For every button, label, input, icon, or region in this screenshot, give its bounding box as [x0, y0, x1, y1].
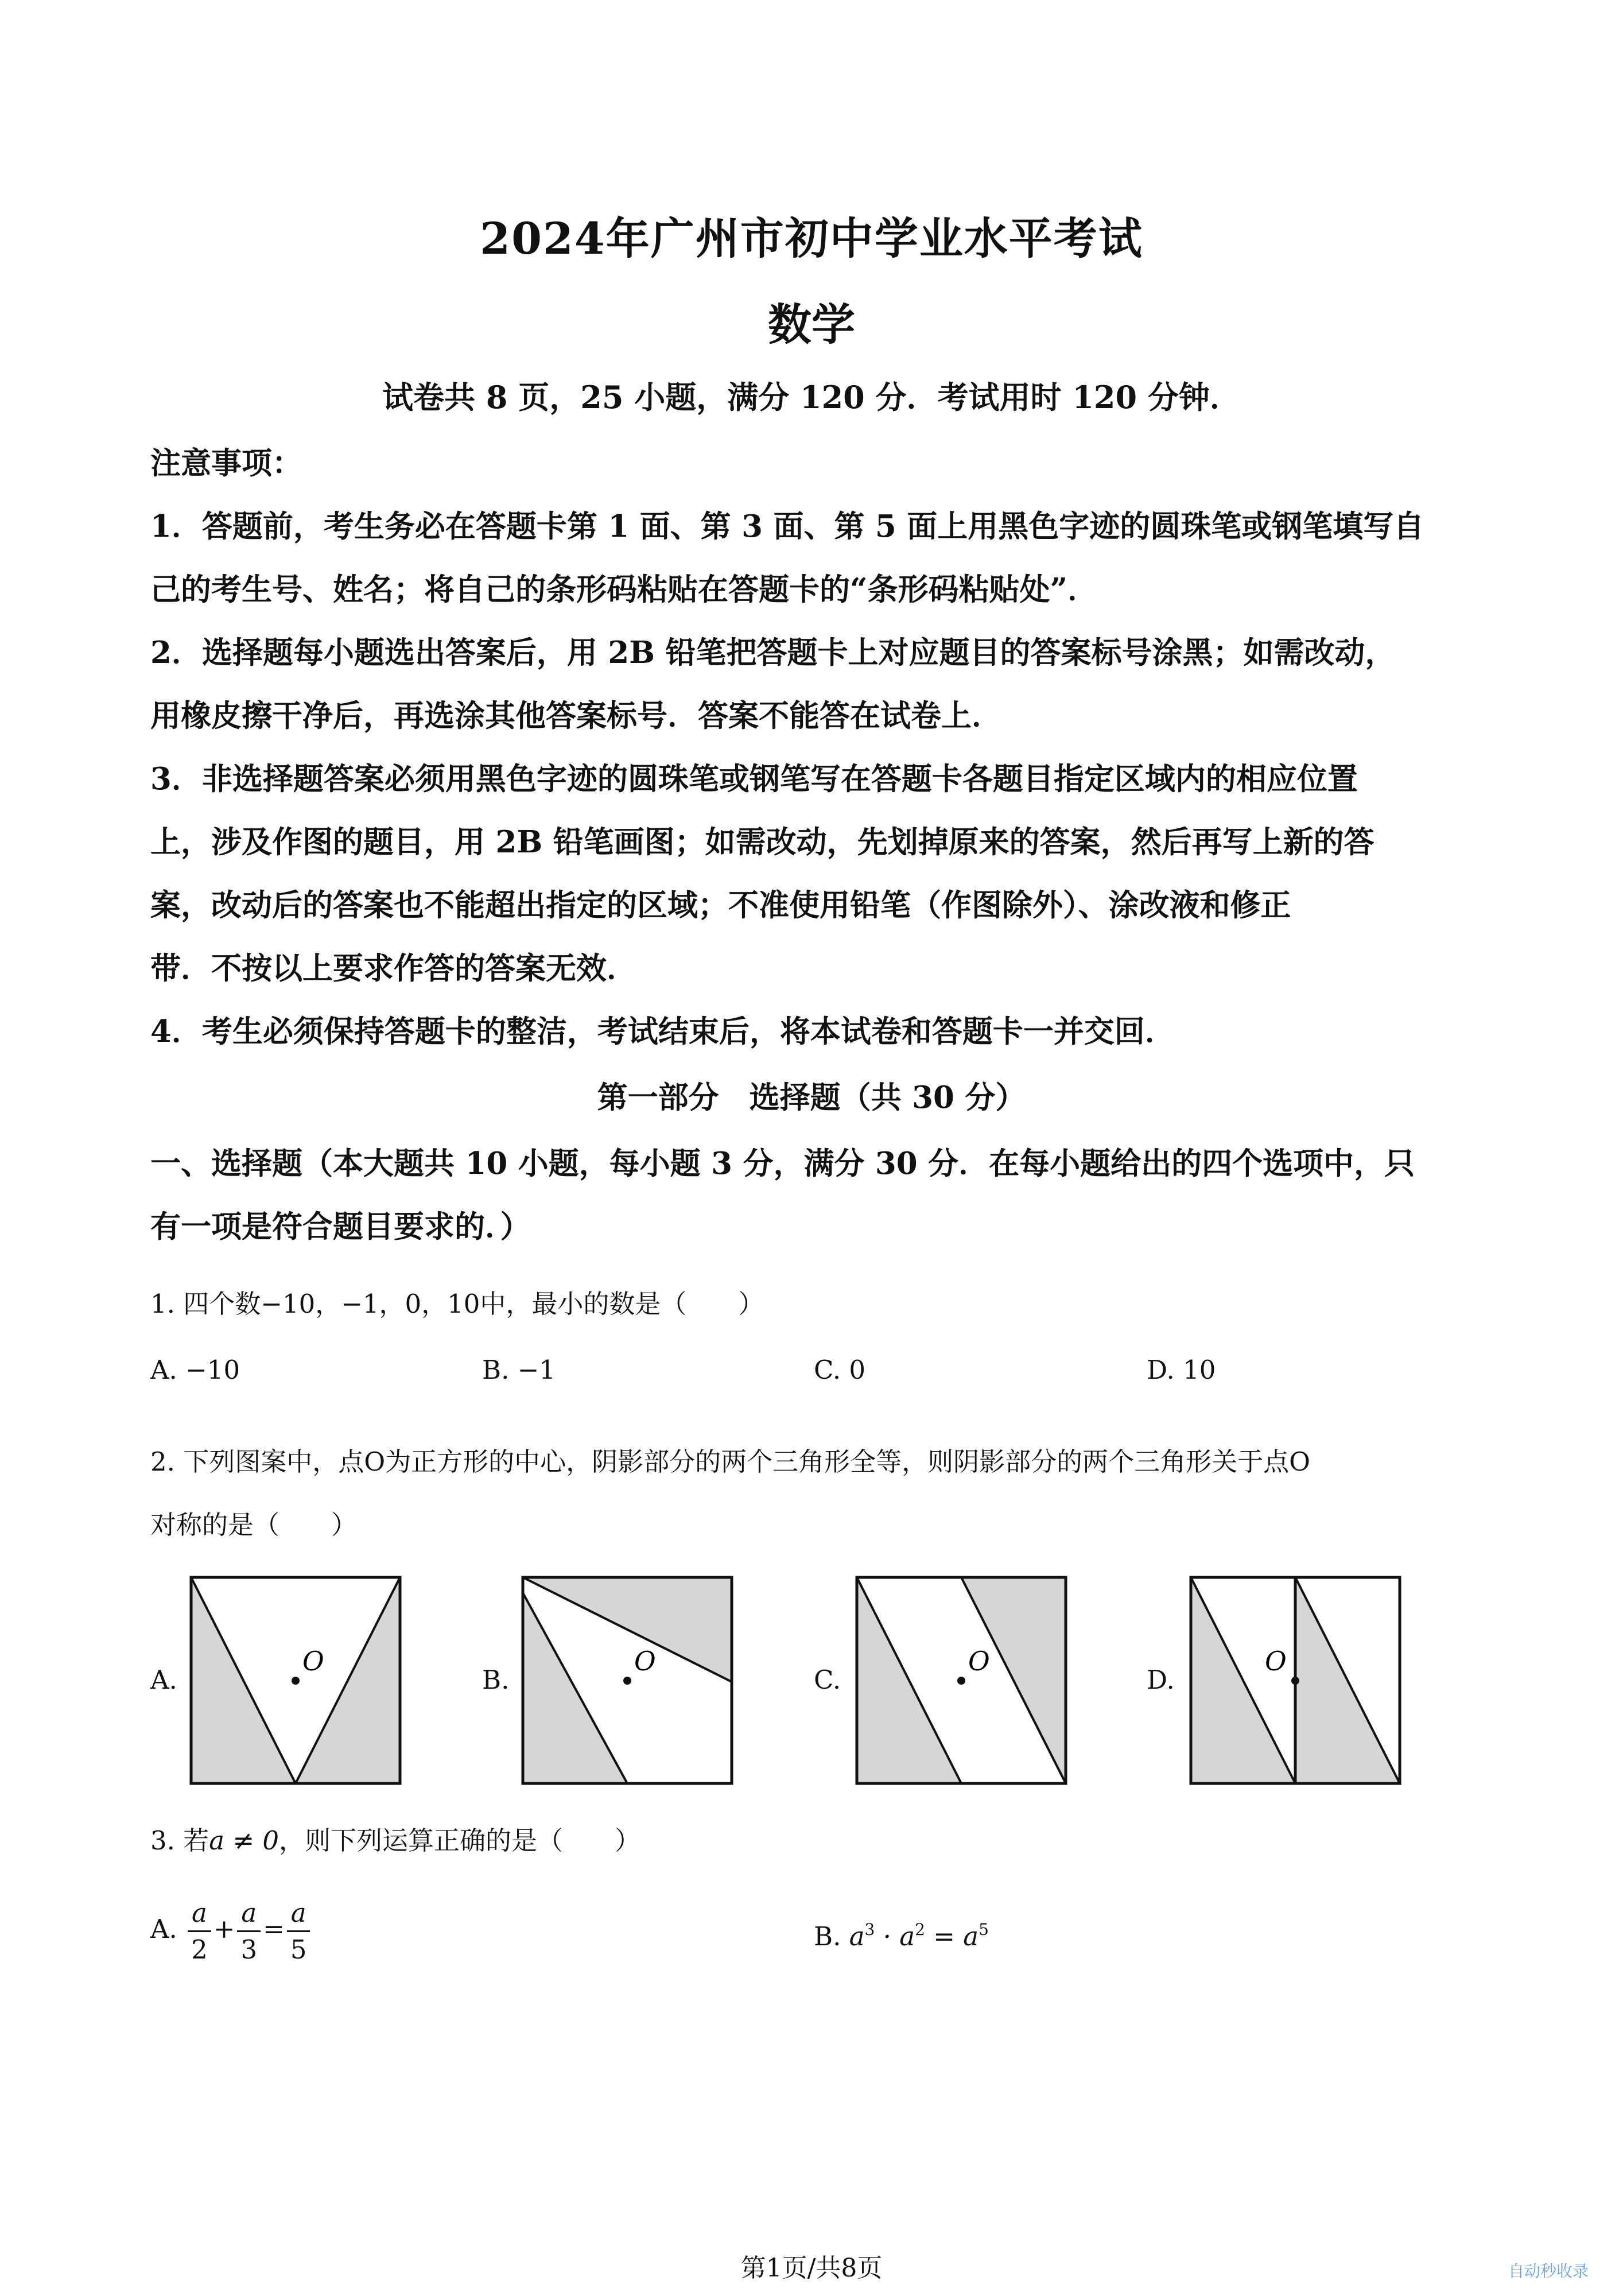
watermark-logo: 自动秒收录	[1508, 2262, 1589, 2281]
shaded-triangle	[191, 1577, 296, 1783]
denominator: 3	[240, 1934, 258, 1965]
question-2-text: 2. 下列图案中，点O为正方形的中心，阴影部分的两个三角形全等，则阴影部分的两个三角形关于点O	[150, 1446, 1311, 1477]
plus-sign: +	[213, 1914, 235, 1944]
q1-option-c: C. 0	[814, 1355, 866, 1385]
question-3-text	[150, 1820, 640, 1857]
shaded-triangle	[296, 1577, 400, 1783]
note-line: 3．非选择题答案必须用黑色字迹的圆珠笔或钢笔写在答题卡各题目指定区域内的相应位置	[150, 761, 1358, 797]
denominator: 5	[290, 1934, 307, 1965]
note-line: 带．不按以上要求作答的答案无效．	[150, 951, 637, 986]
center-point	[1291, 1677, 1299, 1685]
page-number: 第1页/共8页	[740, 2254, 883, 2283]
note-line: 2．选择题每小题选出答案后，用 2B 铅笔把答题卡上对应题目的答案标号涂黑；如需改动，	[150, 635, 1396, 670]
note-line: 4．考生必须保持答题卡的整洁，考试结束后，将本试卷和答题卡一并交回．	[150, 1014, 1175, 1049]
point-o-label: O	[1265, 1646, 1287, 1677]
notes-heading: 注意事项：	[150, 445, 302, 481]
q2-option-b-label: B.	[482, 1665, 510, 1695]
center-point	[957, 1677, 965, 1685]
shaded-triangle	[1191, 1577, 1295, 1783]
point-o-label: O	[968, 1646, 990, 1677]
note-line: 上，涉及作图的题目，用 2B 铅笔画图；如需改动，先划掉原来的答案，然后再写上新的答	[150, 824, 1374, 860]
point-o-label: O	[302, 1646, 324, 1677]
exponent: 3	[864, 1920, 875, 1939]
center-point	[623, 1677, 631, 1685]
exam-title: 2024年广州市初中学业水平考试	[480, 213, 1143, 264]
exam-info: 试卷共 8 页，25 小题，满分 120 分．考试用时 120 分钟．	[382, 379, 1241, 416]
q2-figure-d	[1189, 1576, 1401, 1785]
q3-option-a-label: A.	[150, 1914, 177, 1944]
numerator: a	[287, 1900, 310, 1932]
q3-option-b-label: B.	[814, 1921, 841, 1952]
exponent: 2	[915, 1920, 925, 1939]
question-1-text: 1. 四个数−10，−1，0，10中，最小的数是（ ）	[150, 1289, 764, 1319]
q2-figure-a	[189, 1576, 402, 1785]
q2-option-d-label: D.	[1147, 1665, 1175, 1695]
center-point	[292, 1677, 300, 1685]
shaded-triangle	[961, 1577, 1066, 1783]
numerator: a	[237, 1900, 261, 1932]
shaded-triangle	[857, 1577, 961, 1783]
denominator: 2	[191, 1934, 208, 1965]
question-2-text: 对称的是（ ）	[150, 1510, 358, 1540]
q3-suffix: ，则下列运算正确的是（ ）	[279, 1825, 641, 1856]
fraction	[287, 1900, 310, 1963]
equals-sign: =	[263, 1914, 285, 1944]
note-line: 用橡皮擦干净后，再选涂其他答案标号．答案不能答在试卷上．	[150, 698, 1002, 734]
expr-part: a	[849, 1921, 865, 1952]
numerator: a	[188, 1900, 211, 1932]
q3-condition: a ≠ 0	[209, 1825, 279, 1856]
q3-option-a	[150, 1900, 312, 1963]
expr-part: · a	[875, 1921, 915, 1952]
q2-option-a-label: A.	[150, 1665, 177, 1695]
q1-option-a: A. −10	[150, 1355, 240, 1385]
part-heading: 第一部分 选择题（共 30 分）	[597, 1080, 1026, 1115]
q1-option-d: D. 10	[1147, 1355, 1216, 1385]
note-line: 己的考生号、姓名；将自己的条形码粘贴在答题卡的“条形码粘贴处”．	[150, 572, 1098, 607]
note-line: 案，改动后的答案也不能超出指定的区域；不准使用铅笔（作图除外）、涂改液和修正	[150, 887, 1291, 923]
q2-figure-b	[521, 1576, 733, 1785]
section-instruction: 有一项是符合题目要求的．）	[150, 1209, 531, 1244]
exponent: 5	[979, 1920, 989, 1939]
q2-option-c-label: C.	[814, 1665, 841, 1695]
q2-figure-c	[855, 1576, 1067, 1785]
point-o-label: O	[634, 1646, 656, 1677]
q3-prefix: 3. 若	[150, 1825, 209, 1856]
note-line: 1．答题前，考生务必在答题卡第 1 面、第 3 面、第 5 面上用黑色字迹的圆珠笔或钢笔填写自	[150, 509, 1424, 544]
fraction	[237, 1900, 261, 1963]
subject-title: 数学	[768, 299, 855, 350]
shaded-triangle	[1295, 1577, 1400, 1783]
expr-part: = a	[925, 1921, 979, 1952]
section-instruction: 一、选择题（本大题共 10 小题，每小题 3 分，满分 30 分．在每小题给出的四个选项中，只	[150, 1146, 1415, 1181]
fraction	[188, 1900, 211, 1963]
q3-option-b	[814, 1920, 989, 1952]
q1-option-b: B. −1	[482, 1355, 556, 1385]
